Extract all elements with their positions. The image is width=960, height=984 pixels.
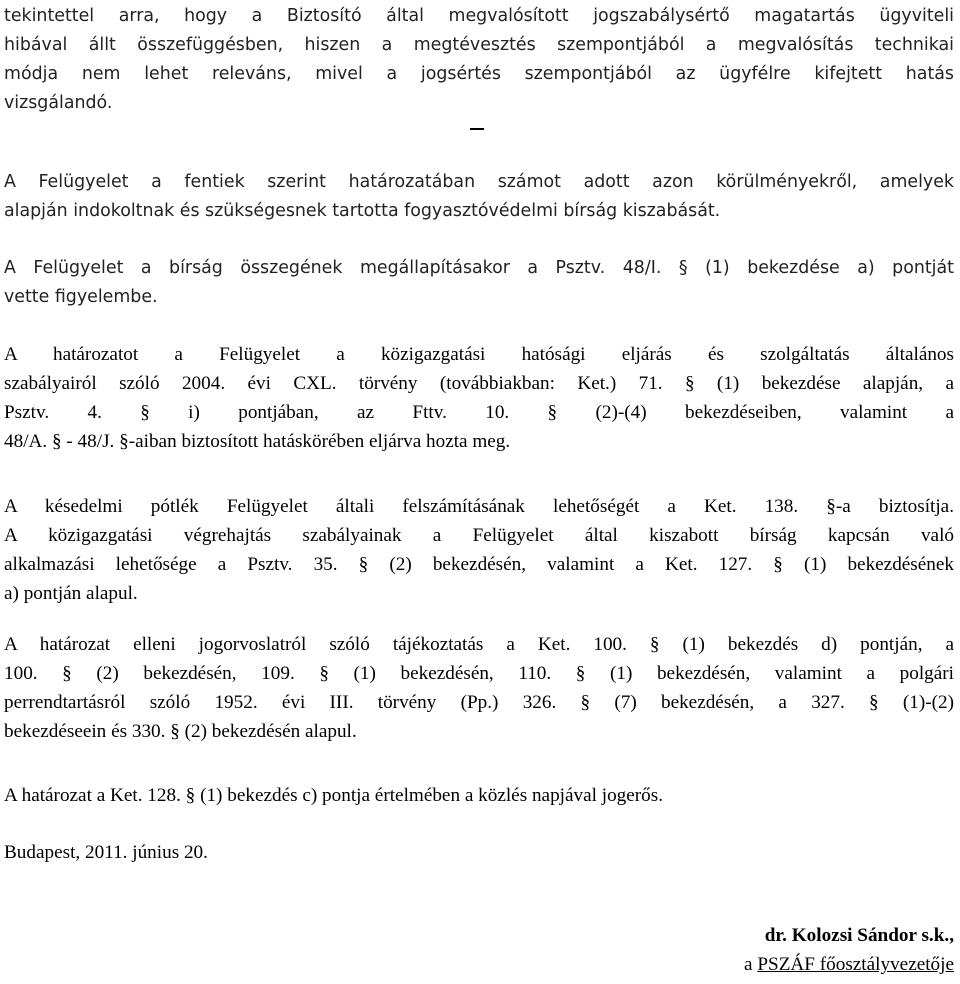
- text-line: A késedelmi pótlék Felügyelet általi felszámításának lehetőségét a Ket. 138. §-a biztosítja.: [4, 496, 954, 517]
- text-line: A Felügyelet a bírság összegének megállapításakor a Psztv. 48/I. § (1) bekezdése a) pontját: [4, 258, 954, 278]
- paragraph-finality: [4, 781, 954, 810]
- paragraph-fine-amount: [4, 254, 954, 312]
- text-line: szabályairól szóló 2004. évi CXL. törvény (továbbiakban: Ket.) 71. § (1) bekezdése alapján, a: [4, 373, 954, 394]
- separator-dash: [470, 128, 484, 130]
- text-line: Psztv. 4. § i) pontjában, az Fttv. 10. § (2)-(4) bekezdéseiben, valamint a: [4, 402, 954, 423]
- text-line: A határozatot a Felügyelet a közigazgatási hatósági eljárás és szolgáltatás általános: [4, 344, 954, 365]
- paragraph-legal-basis: [4, 340, 954, 456]
- text-line: módja nem lehet releváns, mivel a jogsértés szempontjából az ügyfélre kifejtett hatás: [4, 64, 954, 84]
- signature-title: [744, 954, 954, 976]
- place-date-text: Budapest, 2011. június 20.: [4, 842, 208, 863]
- paragraph-late-fee: [4, 492, 954, 608]
- text-line: vizsgálandó.: [4, 93, 113, 113]
- text-line: tekintettel arra, hogy a Biztosító által megvalósított jogszabálysértő magatartás ügyviteli: [4, 6, 954, 26]
- text-line: vette figyelembe.: [4, 287, 158, 307]
- paragraph-context: [4, 2, 954, 118]
- text-line: a) pontján alapul.: [4, 583, 138, 604]
- text-line: A Felügyelet a fentiek szerint határozatában számot adott azon körülményekről, amelyek: [4, 172, 954, 192]
- signature-title-role: PSZÁF főosztályvezetője: [757, 954, 954, 975]
- text-line: 48/A. § - 48/J. §-aiban biztosított hatáskörében eljárva hozta meg.: [4, 431, 511, 452]
- paragraph-legal-remedy: [4, 630, 954, 746]
- place-date: [4, 838, 954, 867]
- text-line: 100. § (2) bekezdésén, 109. § (1) bekezdésén, 110. § (1) bekezdésén, valamint a polgári: [4, 663, 954, 684]
- text-line: bekezdéseein és 330. § (2) bekezdésén alapul.: [4, 721, 357, 742]
- paragraph-fine-reasoning: [4, 168, 954, 226]
- text-line: perrendtartásról szóló 1952. évi III. törvény (Pp.) 326. § (7) bekezdésén, a 327. § (1)-(2): [4, 692, 954, 713]
- text-line: A határozat a Ket. 128. § (1) bekezdés c) pontja értelmében a közlés napjával jogerős.: [4, 785, 664, 806]
- signature-name: dr. Kolozsi Sándor s.k.,: [764, 925, 954, 946]
- signature-title-prefix: a: [744, 954, 758, 975]
- text-line: A közigazgatási végrehajtás szabályainak a Felügyelet által kiszabott bírság kapcsán való: [4, 525, 954, 546]
- text-line: A határozat elleni jogorvoslatról szóló tájékoztatás a Ket. 100. § (1) bekezdés d) pontján, a: [4, 634, 954, 655]
- text-line: alapján indokoltnak és szükségesnek tartotta fogyasztóvédelmi bírság kiszabását.: [4, 201, 721, 221]
- text-line: hibával állt összefüggésben, hiszen a megtévesztés szempontjából a megvalósítás technikai: [4, 35, 954, 55]
- text-line: alkalmazási lehetősége a Psztv. 35. § (2) bekezdésén, valamint a Ket. 127. § (1) bekezdésének: [4, 554, 954, 575]
